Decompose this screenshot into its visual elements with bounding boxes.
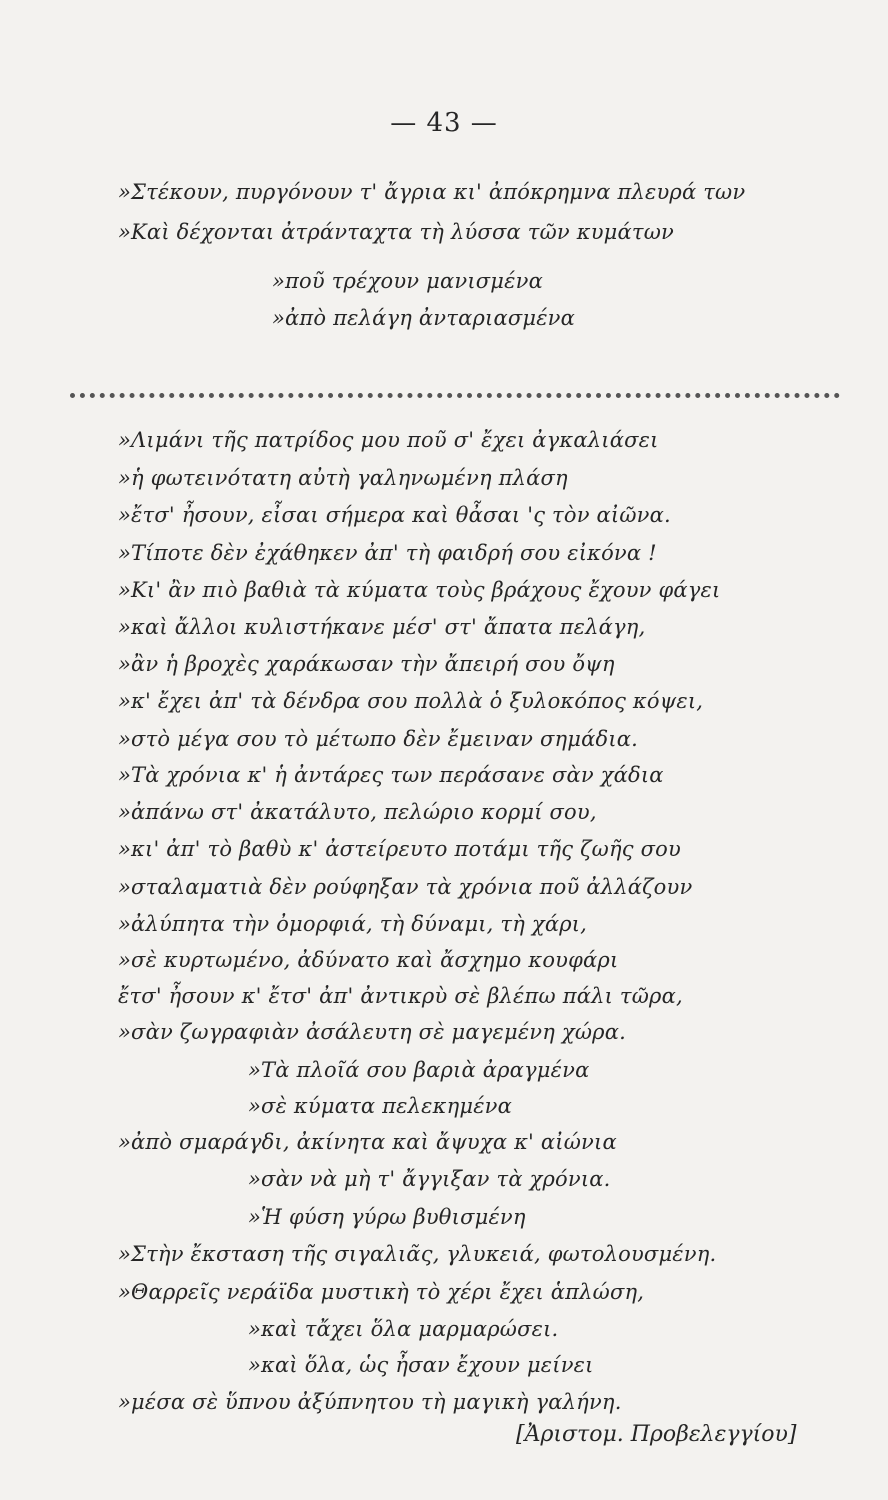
poem-line: »σὲ κυρτωμένο, ἀδύνατο καὶ ἄσχημο κουφάρι xyxy=(118,948,619,972)
poem-line: »κι' ἀπ' τὸ βαθὺ κ' ἀστείρευτο ποτάμι τῆς ζωῆς σου xyxy=(118,837,681,861)
poem-line: »καὶ ἄλλοι κυλιστήκανε μέσ' στ' ἄπατα πελάγη, xyxy=(118,615,646,639)
poem-line: »ἀλύπητα τὴν ὀμορφιά, τὴ δύναμι, τὴ χάρι, xyxy=(118,912,588,936)
poem-line: »σὰν ζωγραφιὰν ἀσάλευτη σὲ μαγεμένη χώρα. xyxy=(118,1020,626,1044)
ellipsis-divider xyxy=(70,378,840,398)
poem-line: »σὲ κύματα πελεκημένα xyxy=(248,1094,513,1118)
poem-line: »ἀπὸ σμαράγδι, ἀκίνητα καὶ ἄψυχα κ' αἰώνια xyxy=(118,1130,617,1154)
poem-line: »Καὶ δέχονται ἀτράνταχτα τὴ λύσσα τῶν κυμάτων xyxy=(118,220,675,244)
poem-line: »κ' ἔχει ἀπ' τὰ δένδρα σου πολλὰ ὁ ξυλοκόπος κόψει, xyxy=(118,689,704,713)
poem-line: »ἡ φωτεινότατη αὐτὴ γαληνωμένη πλάση xyxy=(118,466,568,490)
poem-line: »καὶ ὅλα, ὡς ἦσαν ἔχουν μείνει xyxy=(248,1353,594,1377)
poem-line: »καὶ τἄχει ὅλα μαρμαρώσει. xyxy=(248,1317,559,1341)
poem-line: »Στὴν ἔκσταση τῆς σιγαλιᾶς, γλυκειά, φωτολουσμένη. xyxy=(118,1242,717,1266)
poem-line: ἔτσ' ἦσουν κ' ἔτσ' ἀπ' ἀντικρὺ σὲ βλέπω πάλι τῶρα, xyxy=(118,984,683,1008)
author-signature: [Ἀριστομ. Προβελεγγίου] xyxy=(516,1422,797,1447)
poem-line: »μέσα σὲ ὕπνου ἀξύπνητου τὴ μαγικὴ γαλήνη. xyxy=(118,1390,622,1414)
poem-line: »ἔτσ' ἦσουν, εἶσαι σήμερα καὶ θἆσαι 'ς τὸν αἰῶνα. xyxy=(118,503,671,527)
poem-line: »Κι' ἂν πιὸ βαθιὰ τὰ κύματα τοὺς βράχους ἔχουν φάγει xyxy=(118,578,721,602)
poem-line: »ποῦ τρέχουν μανισμένα xyxy=(272,269,543,293)
poem-line: »Ἡ φύση γύρω βυθισμένη xyxy=(248,1205,526,1229)
poem-line: »Λιμάνι τῆς πατρίδος μου ποῦ σ' ἔχει ἀγκαλιάσει xyxy=(118,428,659,452)
poem-line: »στὸ μέγα σου τὸ μέτωπο δὲν ἔμειναν σημάδια. xyxy=(118,727,639,751)
poem-line: »Τὰ πλοῖά σου βαριὰ ἀραγμένα xyxy=(248,1058,590,1082)
poem-line: »Στέκουν, πυργόνουν τ' ἄγρια κι' ἀπόκρημνα πλευρά των xyxy=(118,180,746,204)
poem-line: »σὰν νὰ μὴ τ' ἄγγιξαν τὰ χρόνια. xyxy=(248,1167,611,1191)
poem-line: »Τίποτε δὲν ἐχάθηκεν ἀπ' τὴ φαιδρή σου εἰκόνα ! xyxy=(118,541,657,565)
page-number: — 43 — xyxy=(390,108,498,138)
poem-line: »ἂν ἡ βροχὲς χαράκωσαν τὴν ἄπειρή σου ὄψη xyxy=(118,652,615,676)
poem-line: »ἀπὸ πελάγη ἀνταριασμένα xyxy=(272,306,576,330)
poem-line: »ἀπάνω στ' ἀκατάλυτο, πελώριο κορμί σου, xyxy=(118,800,597,824)
poem-line: »Θαρρεῖς νεράϊδα μυστικὴ τὸ χέρι ἔχει ἁπλώση, xyxy=(118,1280,645,1304)
poem-line: »σταλαματιὰ δὲν ρούφηξαν τὰ χρόνια ποῦ ἀλλάζουν xyxy=(118,875,693,899)
poem-line: »Τὰ χρόνια κ' ἡ ἀντάρες των περάσανε σὰν χάδια xyxy=(118,763,664,787)
